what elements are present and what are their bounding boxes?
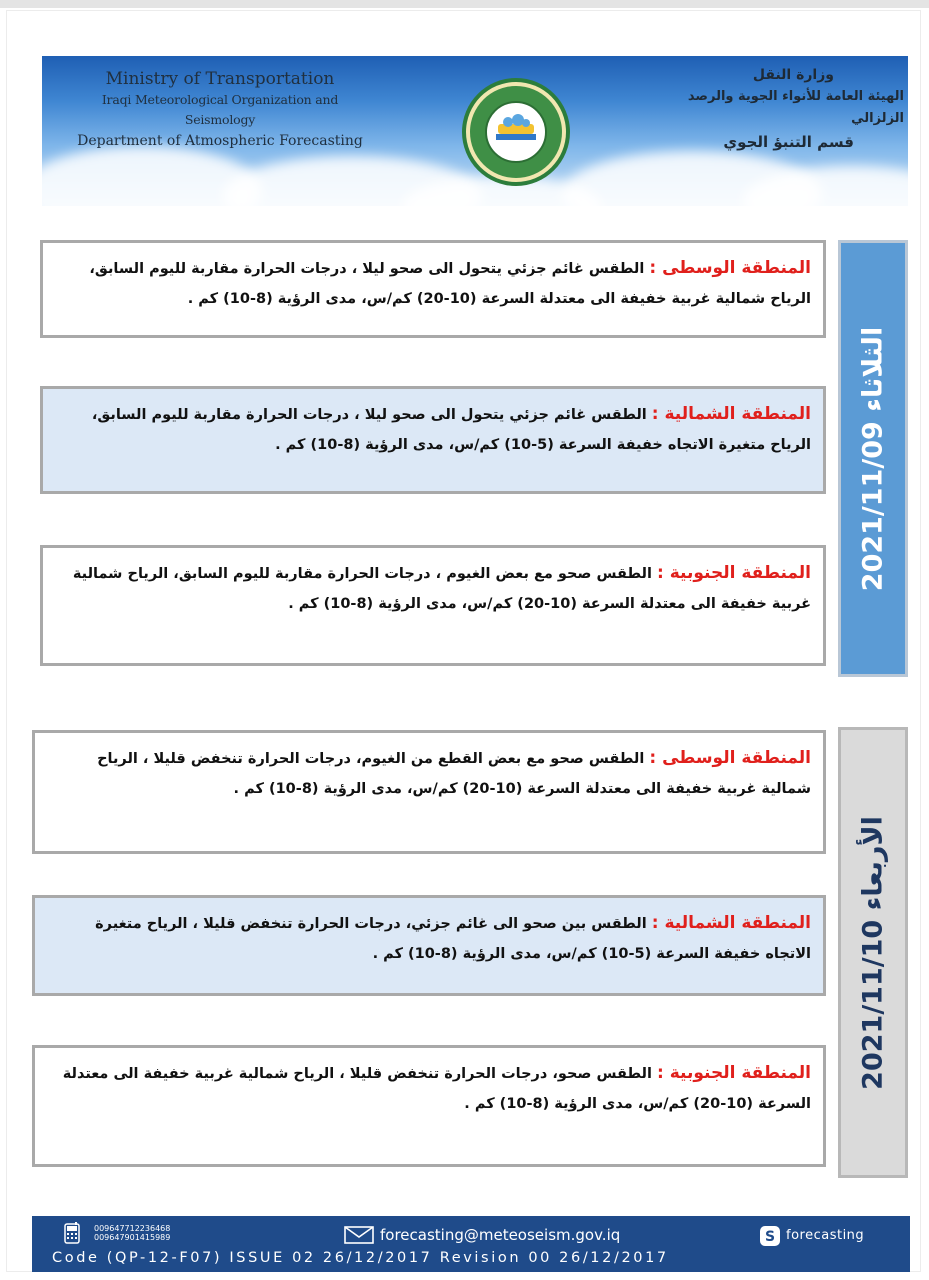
forecast-box-south-day1 — [40, 545, 826, 666]
region-label: المنطقة الشمالية : — [651, 913, 811, 933]
date-label: الثلاثاء 2021/11/09 — [857, 326, 889, 591]
organization-name: Iraqi Meteorological Organization and Seismology — [101, 92, 339, 127]
phone-number-1: 009647712236468 — [94, 1224, 171, 1233]
department-name: Department of Atmospheric Forecasting — [77, 133, 363, 149]
organization-seal-icon — [460, 76, 572, 188]
forecast-box-central-day1 — [40, 240, 826, 338]
forecast-text: الطقس غائم جزئي يتحول الى صحو ليلا ، درجات الحرارة مقاربة لليوم السابق، الرياح شمالية غربية خفيفة الى معتدلة السرعة (10-20) كم/س، مدى الرؤية (8-10) كم . — [89, 261, 811, 307]
footer — [32, 1216, 910, 1272]
forecast-box-central-day2 — [32, 730, 826, 854]
forecast-box-north-day2 — [32, 895, 826, 996]
email-address[interactable]: forecasting@meteoseism.gov.iq — [380, 1226, 621, 1244]
top-bar — [0, 0, 929, 8]
forecast-text: الطقس بين صحو الى غائم جزئي، درجات الحرارة تنخفض قليلا ، الرياح متغيرة الاتجاه خفيفة السرعة (5-10) كم/س، مدى الرؤية (8-10) كم . — [95, 916, 811, 962]
forecast-text: الطقس صحو، درجات الحرارة تنخفض قليلا ، الرياح شمالية غربية خفيفة الى معتدلة السرعة (10-20) كم/س، مدى الرؤية (8-10) كم . — [62, 1066, 811, 1112]
date-column-day1 — [838, 240, 908, 677]
header-english — [70, 68, 370, 152]
skype-handle[interactable]: forecasting — [786, 1228, 865, 1243]
phone-number-2: 009647901415989 — [94, 1233, 171, 1242]
mail-icon — [344, 1226, 374, 1244]
skype-icon — [760, 1226, 780, 1246]
department-name-ar: قسم التنبؤ الجوي — [723, 133, 854, 151]
forecast-text: الطقس غائم جزئي يتحول الى صحو ليلا ، درجات الحرارة مقاربة لليوم السابق، الرياح متغيرة الاتجاه خفيفة السرعة (5-10) كم/س، مدى الرؤية (8-10) كم . — [91, 407, 811, 453]
svg-text:S: S — [764, 1229, 776, 1245]
region-label: المنطقة الوسطى : — [649, 748, 811, 768]
region-label: المنطقة الجنوبية : — [657, 1063, 811, 1083]
forecast-text: الطقس صحو مع بعض القطع من الغيوم، درجات الحرارة تنخفض قليلا ، الرياح شمالية غربية خفيفة الى معتدلة السرعة (10-20) كم/س، مدى الرؤية (8-10) كم . — [97, 751, 811, 797]
ministry-name: Ministry of Transportation — [105, 69, 335, 89]
date-column-day2 — [838, 727, 908, 1178]
header-arabic — [634, 64, 904, 154]
phone-numbers — [94, 1224, 170, 1242]
forecast-box-south-day2 — [32, 1045, 826, 1167]
region-label: المنطقة الشمالية : — [651, 404, 811, 424]
document-code: Code (QP-12-F07) ISSUE 02 26/12/2017 Revision 00 26/12/2017 — [52, 1250, 669, 1266]
date-label: الأربعاء 2021/11/10 — [857, 815, 889, 1090]
header-banner — [42, 56, 908, 206]
organization-name-ar: الهيئة العامة للأنواء الجوية والرصد الزلزالي — [687, 89, 904, 126]
region-label: المنطقة الجنوبية : — [657, 563, 811, 583]
ministry-name-ar: وزارة النقل — [752, 67, 834, 83]
forecast-box-north-day1 — [40, 386, 826, 494]
region-label: المنطقة الوسطى : — [649, 258, 811, 278]
phone-icon — [64, 1222, 80, 1244]
forecast-text: الطقس صحو مع بعض الغيوم ، درجات الحرارة مقاربة لليوم السابق، الرياح شمالية غربية خفيفة الى معتدلة السرعة (10-20) كم/س، مدى الرؤية (8-10) كم . — [72, 566, 811, 612]
